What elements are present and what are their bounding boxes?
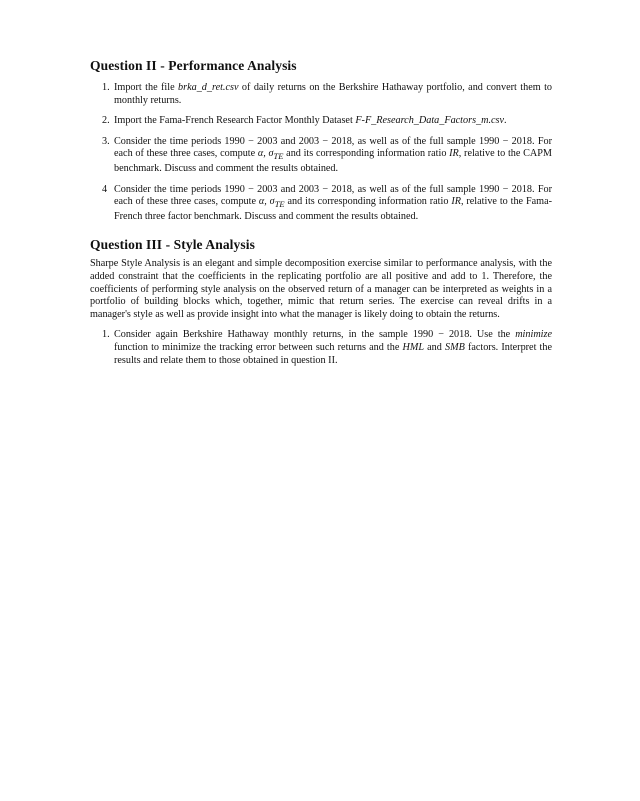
- item-number: 2.: [102, 115, 110, 127]
- section-ii-list: [90, 82, 552, 223]
- section-iii-heading: Question III - Style Analysis: [90, 237, 255, 253]
- item-text: Import the Fama-French Research Factor Monthly Dataset: [114, 115, 356, 127]
- math-subscript: TE: [273, 151, 284, 162]
- item-text: .: [504, 115, 507, 127]
- item-text: , relative to the Fama-French three factor benchmark. Discuss and comment the results obtained.: [114, 196, 552, 222]
- list-item: [90, 115, 552, 128]
- list-item: [90, 329, 552, 367]
- section-iii-paragraph: Sharpe Style Analysis is an elegant and simple decomposition exercise similar to performance analysis, with the added constraint that the coefficients in the replicating portfolio are all positive and add to 1. Therefore, the coefficients of performing style analysis on the observed return of a manager can be interpreted as weights in a portfolio of building blocks which, together, mimic that return series. The exercise can reveal drifts in a manager's style as well as provide insight into what the manager is likely doing to obtain the returns.: [90, 258, 552, 320]
- item-text: function to minimize the tracking error between such returns and the: [114, 341, 403, 353]
- item-text: of daily returns on the Berkshire Hathaway portfolio, and convert them to monthly returns.: [114, 82, 553, 106]
- item-text: Consider the time periods 1990 − 2003 and 2003 − 2018, as well as of the full sample 1990 − 2018. For each of these three cases, compute: [114, 183, 552, 208]
- list-item: [90, 184, 552, 224]
- item-number: 4: [102, 183, 108, 195]
- item-text: and its corresponding information ratio: [284, 196, 452, 208]
- math-alpha-sigma: α, σ: [258, 196, 275, 208]
- file-name: brka_d_ret.csv: [178, 82, 239, 93]
- item-text: and its corresponding information ratio: [283, 148, 450, 160]
- item-number: 1.: [102, 329, 110, 341]
- math-smb: SMB: [445, 341, 465, 353]
- math-ir: IR: [451, 196, 461, 208]
- item-text: factors. Interpret the results and relate them to those obtained in question II.: [114, 341, 552, 366]
- list-item: [90, 136, 552, 176]
- item-text: , relative to the CAPM benchmark. Discuss and comment the results obtained.: [114, 148, 552, 174]
- list-item: [90, 82, 552, 107]
- item-number: 1.: [102, 82, 110, 93]
- function-name: minimize: [515, 329, 552, 341]
- item-text: Consider the time periods 1990 − 2003 and 2003 − 2018, as well as of the full sample 1990 − 2018. For each of these three cases, compute: [114, 135, 552, 160]
- file-name: F-F_Research_Data_Factors_m.csv: [355, 115, 505, 127]
- math-subscript: TE: [274, 199, 285, 210]
- math-ir: IR: [449, 148, 459, 160]
- page-content: [90, 58, 552, 375]
- item-text: Consider again Berkshire Hathaway monthly returns, in the sample 1990 − 2018. Use the: [114, 329, 516, 341]
- section-iii-list: [90, 329, 552, 367]
- math-alpha-sigma: α, σ: [257, 148, 274, 160]
- item-number: 3.: [102, 135, 110, 147]
- item-text: Import the file: [114, 82, 179, 93]
- math-hml: HML: [402, 341, 425, 353]
- item-text: and: [424, 341, 445, 353]
- section-ii-heading: Question II - Performance Analysis: [90, 58, 297, 73]
